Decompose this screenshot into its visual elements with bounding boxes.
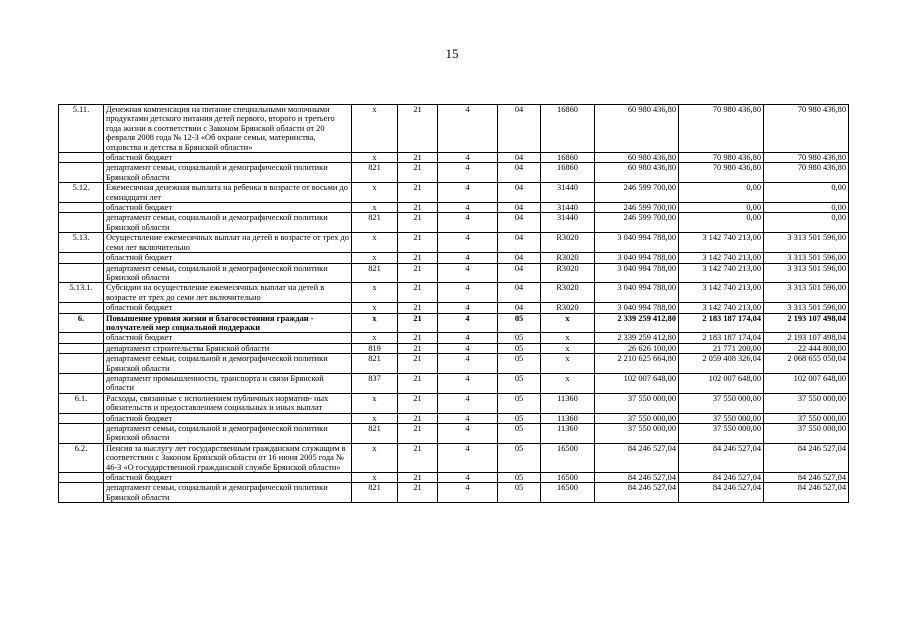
row-name: Пенсия за выслугу лет государственным гражданским служащим в соответствии с Законом Брянской области от 16 июня 2005 года № 46-З «О государственной гражданской службе Брянской области» <box>104 443 352 472</box>
row-value-2: 0,00 <box>679 213 764 233</box>
row-cr: R3020 <box>541 263 595 283</box>
row-value-1: 37 550 000,00 <box>595 393 679 413</box>
row-gr: х <box>352 233 398 253</box>
row-number <box>59 333 104 343</box>
row-gr: х <box>352 473 398 483</box>
row-cr: 31440 <box>541 213 595 233</box>
row-gr: х <box>352 203 398 213</box>
row-cs: 04 <box>498 183 541 203</box>
row-value-2: 84 246 527,04 <box>679 473 764 483</box>
table-row <box>59 424 849 444</box>
table-row <box>59 105 849 153</box>
row-value-3: 70 980 436,80 <box>764 163 849 183</box>
row-value-3: 37 550 000,00 <box>764 393 849 413</box>
row-pr: 4 <box>438 413 498 423</box>
row-gr: 819 <box>352 343 398 353</box>
row-name: департамент семьи, социальной и демографической политики Брянской области <box>104 354 352 374</box>
row-rz: 21 <box>398 263 438 283</box>
table-row <box>59 373 849 393</box>
row-cr: х <box>541 343 595 353</box>
row-number <box>59 203 104 213</box>
row-pr: 4 <box>438 354 498 374</box>
row-gr: х <box>352 183 398 203</box>
row-cs: 04 <box>498 153 541 163</box>
row-value-2: 37 550 000,00 <box>679 393 764 413</box>
row-number <box>59 473 104 483</box>
row-cr: R3020 <box>541 233 595 253</box>
row-cs: 04 <box>498 263 541 283</box>
row-value-1: 246 599 700,00 <box>595 213 679 233</box>
row-value-1: 3 040 994 788,00 <box>595 283 679 303</box>
row-value-3: 37 550 000,00 <box>764 424 849 444</box>
table-row <box>59 153 849 163</box>
row-number: 6.2. <box>59 443 104 472</box>
budget-table-body <box>59 105 849 503</box>
table-row <box>59 213 849 233</box>
table-row <box>59 333 849 343</box>
row-cr: 11360 <box>541 393 595 413</box>
row-cs: 05 <box>498 424 541 444</box>
row-value-3: 84 246 527,04 <box>764 483 849 503</box>
row-cr: 16860 <box>541 153 595 163</box>
row-value-1: 60 980 436,80 <box>595 163 679 183</box>
table-row <box>59 393 849 413</box>
row-pr: 4 <box>438 473 498 483</box>
table-row <box>59 443 849 472</box>
row-cs: 04 <box>498 203 541 213</box>
row-name: областной бюджет <box>104 473 352 483</box>
row-value-3: 2 193 107 498,04 <box>764 333 849 343</box>
row-rz: 21 <box>398 473 438 483</box>
row-pr: 4 <box>438 253 498 263</box>
row-value-2: 0,00 <box>679 203 764 213</box>
row-cr: 31440 <box>541 203 595 213</box>
row-gr: х <box>352 443 398 472</box>
row-cs: 05 <box>498 333 541 343</box>
row-gr: х <box>352 253 398 263</box>
row-value-3: 3 313 501 596,00 <box>764 283 849 303</box>
row-value-1: 84 246 527,04 <box>595 473 679 483</box>
row-pr: 4 <box>438 163 498 183</box>
row-value-3: 3 313 501 596,00 <box>764 263 849 283</box>
row-gr: 821 <box>352 424 398 444</box>
row-cr: 16500 <box>541 473 595 483</box>
row-gr: 821 <box>352 213 398 233</box>
row-gr: х <box>352 303 398 313</box>
row-value-1: 3 040 994 788,00 <box>595 303 679 313</box>
table-row <box>59 203 849 213</box>
row-cr: 16500 <box>541 483 595 503</box>
row-rz: 21 <box>398 333 438 343</box>
row-pr: 4 <box>438 443 498 472</box>
row-rz: 21 <box>398 354 438 374</box>
row-value-3: 84 246 527,04 <box>764 443 849 472</box>
row-value-3: 2 193 107 498,04 <box>764 313 849 333</box>
row-rz: 21 <box>398 153 438 163</box>
row-cs: 05 <box>498 373 541 393</box>
row-value-1: 2 339 259 412,80 <box>595 313 679 333</box>
row-name: департамент промышленности, транспорта и связи Брянской области <box>104 373 352 393</box>
row-gr: х <box>352 283 398 303</box>
row-name: Осуществление ежемесячных выплат на детей в возрасте от трех до семи лет включительно <box>104 233 352 253</box>
row-cs: 05 <box>498 473 541 483</box>
row-gr: х <box>352 333 398 343</box>
row-name: областной бюджет <box>104 333 352 343</box>
row-value-3: 102 007 648,00 <box>764 373 849 393</box>
row-value-3: 37 550 000,00 <box>764 413 849 423</box>
table-row <box>59 163 849 183</box>
row-number: 6.1. <box>59 393 104 413</box>
row-cs: 04 <box>498 105 541 153</box>
table-row <box>59 483 849 503</box>
row-pr: 4 <box>438 233 498 253</box>
row-cs: 05 <box>498 393 541 413</box>
row-number: 5.13.1. <box>59 283 104 303</box>
row-number: 6. <box>59 313 104 333</box>
row-cs: 04 <box>498 303 541 313</box>
row-name: департамент семьи, социальной и демографической политики Брянской области <box>104 424 352 444</box>
row-pr: 4 <box>438 333 498 343</box>
row-rz: 21 <box>398 424 438 444</box>
table-row <box>59 303 849 313</box>
row-gr: 821 <box>352 483 398 503</box>
row-value-1: 26 626 100,00 <box>595 343 679 353</box>
row-rz: 21 <box>398 203 438 213</box>
row-number <box>59 354 104 374</box>
row-pr: 4 <box>438 283 498 303</box>
row-rz: 21 <box>398 303 438 313</box>
row-value-2: 102 007 648,00 <box>679 373 764 393</box>
table-row <box>59 233 849 253</box>
row-value-2: 0,00 <box>679 183 764 203</box>
row-value-3: 2 068 655 050,04 <box>764 354 849 374</box>
row-rz: 21 <box>398 163 438 183</box>
row-pr: 4 <box>438 393 498 413</box>
row-gr: 821 <box>352 263 398 283</box>
row-name: областной бюджет <box>104 413 352 423</box>
row-gr: х <box>352 393 398 413</box>
row-value-1: 2 339 259 412,80 <box>595 333 679 343</box>
row-value-2: 84 246 527,04 <box>679 443 764 472</box>
row-rz: 21 <box>398 413 438 423</box>
table-row <box>59 413 849 423</box>
row-value-2: 2 183 187 174,04 <box>679 333 764 343</box>
row-gr: х <box>352 413 398 423</box>
row-name: Денежная компенсация на питание специальными молочными продуктами детского питания детей первого, второго и третьего года жизни в соответствии с Законом Брянской области от 20 февраля 2008 года № 12-З «Об охране семьи, материнства, отцовства и детства в Брянской области» <box>104 105 352 153</box>
page-number: 15 <box>445 46 459 61</box>
row-gr: х <box>352 313 398 333</box>
row-cs: 05 <box>498 443 541 472</box>
row-value-1: 2 210 625 664,80 <box>595 354 679 374</box>
row-pr: 4 <box>438 263 498 283</box>
row-gr: 837 <box>352 373 398 393</box>
row-value-2: 3 142 740 213,00 <box>679 283 764 303</box>
row-number: 5.12. <box>59 183 104 203</box>
row-value-1: 60 980 436,80 <box>595 105 679 153</box>
row-value-2: 3 142 740 213,00 <box>679 253 764 263</box>
row-cs: 05 <box>498 354 541 374</box>
row-name: Расходы, связанные с исполнением публичных норматив- ных обязательств и предоставлением социальных и иных выплат <box>104 393 352 413</box>
row-cs: 05 <box>498 313 541 333</box>
row-name: областной бюджет <box>104 253 352 263</box>
row-rz: 21 <box>398 443 438 472</box>
row-pr: 4 <box>438 105 498 153</box>
row-number <box>59 263 104 283</box>
row-name: департамент семьи, социальной и демографической политики Брянской области <box>104 213 352 233</box>
row-cr: х <box>541 333 595 343</box>
row-cr: 16860 <box>541 105 595 153</box>
row-name: областной бюджет <box>104 303 352 313</box>
row-pr: 4 <box>438 183 498 203</box>
row-pr: 4 <box>438 483 498 503</box>
row-cr: R3020 <box>541 253 595 263</box>
row-number <box>59 373 104 393</box>
row-value-3: 3 313 501 596,00 <box>764 303 849 313</box>
row-cr: 31440 <box>541 183 595 203</box>
row-pr: 4 <box>438 373 498 393</box>
row-cr: 11360 <box>541 424 595 444</box>
table-row <box>59 473 849 483</box>
row-number: 5.11. <box>59 105 104 153</box>
row-rz: 21 <box>398 313 438 333</box>
row-rz: 21 <box>398 183 438 203</box>
row-number: 5.13. <box>59 233 104 253</box>
row-value-1: 37 550 000,00 <box>595 424 679 444</box>
row-rz: 21 <box>398 393 438 413</box>
row-cr: х <box>541 354 595 374</box>
row-gr: 821 <box>352 354 398 374</box>
row-value-3: 0,00 <box>764 203 849 213</box>
row-rz: 21 <box>398 233 438 253</box>
row-cs: 05 <box>498 483 541 503</box>
row-cs: 04 <box>498 163 541 183</box>
row-value-1: 246 599 700,00 <box>595 203 679 213</box>
row-cr: R3020 <box>541 283 595 303</box>
row-rz: 21 <box>398 373 438 393</box>
row-cs: 04 <box>498 283 541 303</box>
row-name: департамент строительства Брянской области <box>104 343 352 353</box>
row-value-2: 70 980 436,80 <box>679 105 764 153</box>
row-number <box>59 213 104 233</box>
row-value-3: 22 444 800,00 <box>764 343 849 353</box>
row-rz: 21 <box>398 343 438 353</box>
row-value-2: 84 246 527,04 <box>679 483 764 503</box>
row-number <box>59 303 104 313</box>
row-name: департамент семьи, социальной и демографической политики Брянской области <box>104 263 352 283</box>
table-row <box>59 343 849 353</box>
row-cr: 16860 <box>541 163 595 183</box>
row-rz: 21 <box>398 283 438 303</box>
row-value-3: 3 313 501 596,00 <box>764 233 849 253</box>
row-number <box>59 253 104 263</box>
row-value-2: 37 550 000,00 <box>679 424 764 444</box>
row-value-2: 37 550 000,00 <box>679 413 764 423</box>
row-name: областной бюджет <box>104 153 352 163</box>
row-rz: 21 <box>398 483 438 503</box>
row-cs: 04 <box>498 253 541 263</box>
row-value-3: 70 980 436,80 <box>764 105 849 153</box>
row-value-3: 70 980 436,80 <box>764 153 849 163</box>
row-pr: 4 <box>438 303 498 313</box>
row-rz: 21 <box>398 105 438 153</box>
row-value-1: 37 550 000,00 <box>595 413 679 423</box>
row-value-2: 21 771 200,00 <box>679 343 764 353</box>
row-value-2: 70 980 436,80 <box>679 163 764 183</box>
row-value-1: 3 040 994 788,00 <box>595 263 679 283</box>
row-value-1: 3 040 994 788,00 <box>595 233 679 253</box>
row-number <box>59 483 104 503</box>
row-cs: 04 <box>498 213 541 233</box>
row-pr: 4 <box>438 213 498 233</box>
row-name: департамент семьи, социальной и демографической политики Брянской области <box>104 483 352 503</box>
row-pr: 4 <box>438 153 498 163</box>
row-value-3: 3 313 501 596,00 <box>764 253 849 263</box>
row-value-1: 246 599 700,00 <box>595 183 679 203</box>
table-row <box>59 263 849 283</box>
row-value-2: 2 059 408 326,04 <box>679 354 764 374</box>
row-name: областной бюджет <box>104 203 352 213</box>
row-name: Повышение уровня жизни и благосостояния граждан - получателей мер социальной поддержки <box>104 313 352 333</box>
row-rz: 21 <box>398 213 438 233</box>
table-row <box>59 283 849 303</box>
row-value-3: 84 246 527,04 <box>764 473 849 483</box>
row-number <box>59 343 104 353</box>
row-number <box>59 413 104 423</box>
row-number <box>59 153 104 163</box>
row-pr: 4 <box>438 313 498 333</box>
row-value-2: 2 183 187 174,04 <box>679 313 764 333</box>
row-cr: х <box>541 313 595 333</box>
row-value-1: 84 246 527,04 <box>595 443 679 472</box>
row-cs: 05 <box>498 343 541 353</box>
row-pr: 4 <box>438 424 498 444</box>
row-value-2: 3 142 740 213,00 <box>679 303 764 313</box>
row-gr: 821 <box>352 163 398 183</box>
row-cr: 11360 <box>541 413 595 423</box>
row-pr: 4 <box>438 343 498 353</box>
row-value-1: 60 980 436,80 <box>595 153 679 163</box>
row-value-3: 0,00 <box>764 213 849 233</box>
table-row <box>59 253 849 263</box>
row-number <box>59 424 104 444</box>
table-row <box>59 354 849 374</box>
row-rz: 21 <box>398 253 438 263</box>
row-pr: 4 <box>438 203 498 213</box>
row-cs: 05 <box>498 413 541 423</box>
row-cr: х <box>541 373 595 393</box>
budget-table <box>58 104 849 503</box>
row-cr: R3020 <box>541 303 595 313</box>
row-value-1: 102 007 648,00 <box>595 373 679 393</box>
row-value-2: 3 142 740 213,00 <box>679 263 764 283</box>
table-row <box>59 183 849 203</box>
row-cr: 16500 <box>541 443 595 472</box>
row-cs: 04 <box>498 233 541 253</box>
row-value-2: 3 142 740 213,00 <box>679 233 764 253</box>
row-gr: х <box>352 105 398 153</box>
row-value-1: 84 246 527,04 <box>595 483 679 503</box>
row-gr: х <box>352 153 398 163</box>
row-name: Ежемесячная денежная выплата на ребенка в возрасте от восьми до семнадцати лет <box>104 183 352 203</box>
row-name: Субсидии на осуществление ежемесячных выплат на детей в возрасте от трех до семи лет включительно <box>104 283 352 303</box>
row-value-2: 70 980 436,80 <box>679 153 764 163</box>
table-row <box>59 313 849 333</box>
row-value-1: 3 040 994 788,00 <box>595 253 679 263</box>
row-number <box>59 163 104 183</box>
row-name: департамент семьи, социальной и демографической политики Брянской области <box>104 163 352 183</box>
row-value-3: 0,00 <box>764 183 849 203</box>
